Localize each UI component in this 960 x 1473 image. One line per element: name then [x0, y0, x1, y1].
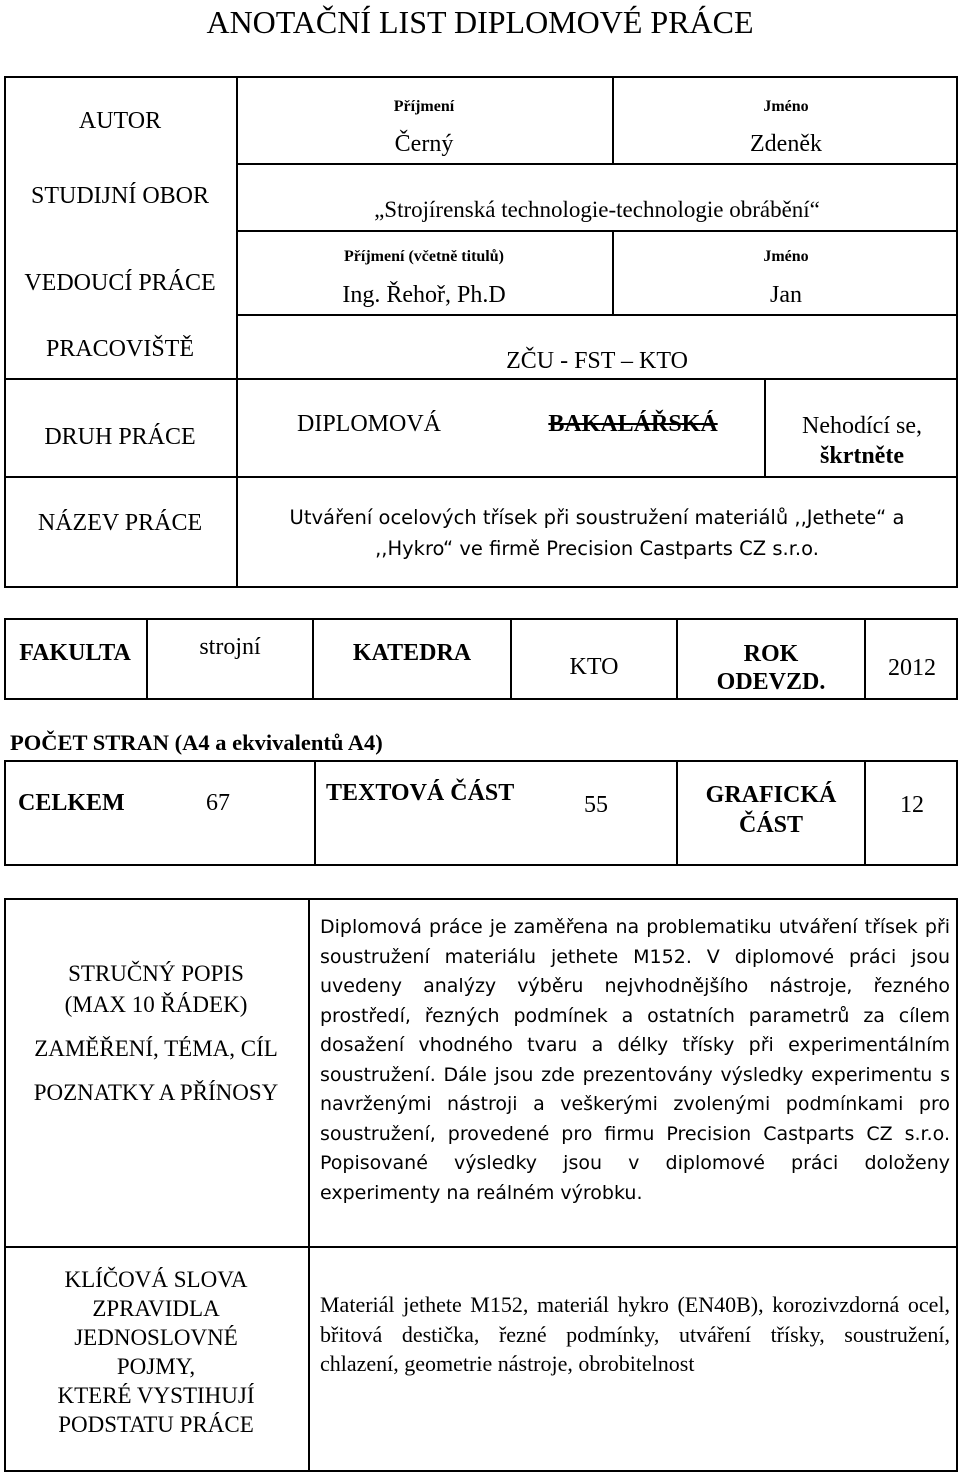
popis-label — [4, 958, 308, 1108]
graficka-label — [678, 780, 864, 840]
rok-label — [678, 640, 864, 696]
nazev-line1: Utváření ocelových třísek při soustružení materiálů ,,Jethete“ a — [289, 506, 905, 529]
prijmeni-heading: Příjmení — [393, 98, 455, 115]
vedouci-prijmeni-heading: Příjmení (včetně titulů) — [344, 248, 504, 265]
druh-label: DRUH PRÁCE — [44, 424, 196, 450]
rok-value: 2012 — [888, 655, 936, 681]
popis-label-line1: STRUČNÝ POPIS — [68, 961, 244, 986]
druh-diplomova: DIPLOMOVÁ — [297, 411, 441, 437]
klic-label-line6: PODSTATU PRÁCE — [58, 1412, 254, 1437]
druh-note-line2: škrtněte — [820, 443, 904, 469]
autor-label: AUTOR — [78, 108, 162, 134]
popis-label-line2: (MAX 10 ŘÁDEK) — [64, 992, 248, 1017]
graficka-label-line1: GRAFICKÁ — [705, 782, 837, 808]
celkem-label: CELKEM — [18, 790, 125, 816]
druh-bakalarska: BAKALÁŘSKÁ — [548, 411, 718, 437]
klic-label-line4: POJMY, — [116, 1354, 196, 1379]
celkem-value: 67 — [206, 790, 230, 816]
klicova-slova-label — [4, 1265, 308, 1439]
klic-label-line1: KLÍČOVÁ SLOVA — [64, 1267, 248, 1292]
klic-label-line5: KTERÉ VYSTIHUJÍ — [57, 1383, 255, 1408]
nazev-line2: ,,Hykro“ ve firmě Precision Castparts CZ s.r.o. — [375, 537, 819, 560]
vedouci-prijmeni-value: Ing. Řehoř, Ph.D — [342, 282, 506, 308]
popis-label-line3: ZAMĚŘENÍ, TÉMA, CÍL — [34, 1036, 278, 1061]
page-title: ANOTAČNÍ LIST DIPLOMOVÉ PRÁCE — [206, 4, 754, 40]
fakulta-label: FAKULTA — [19, 640, 131, 666]
textova-value: 55 — [584, 792, 608, 818]
rok-label-line1: ROK — [743, 641, 799, 667]
prijmeni-value: Černý — [394, 131, 454, 157]
nazev-value — [236, 502, 958, 564]
katedra-label: KATEDRA — [352, 640, 472, 666]
jmeno-heading: Jméno — [763, 98, 809, 115]
vedouci-label: VEDOUCÍ PRÁCE — [24, 270, 216, 296]
vedouci-jmeno-heading: Jméno — [763, 248, 809, 265]
druh-note-line1: Nehodící se, — [802, 413, 922, 439]
graficka-label-line2: ČÁST — [738, 812, 804, 838]
klic-label-line2: ZPRAVIDLA — [92, 1296, 220, 1321]
popis-label-line4: POZNATKY A PŘÍNOSY — [33, 1080, 279, 1105]
fakulta-value: strojní — [199, 634, 261, 660]
pocet-stran-label: POČET STRAN (A4 a ekvivalentů A4) — [10, 730, 383, 755]
druh-note — [766, 411, 958, 471]
graficka-value: 12 — [900, 792, 924, 818]
pracoviste-value: ZČU - FST – KTO — [506, 348, 688, 374]
obor-value: „Strojírenská technologie-technologie obrábění“ — [374, 197, 820, 222]
nazev-label: NÁZEV PRÁCE — [37, 510, 203, 536]
rok-label-line2: ODEVZD. — [716, 669, 826, 695]
obor-label: STUDIJNÍ OBOR — [30, 183, 209, 209]
vedouci-jmeno-value: Jan — [770, 282, 802, 308]
textova-label: TEXTOVÁ ČÁST — [326, 780, 515, 806]
katedra-value: KTO — [569, 654, 619, 680]
klic-label-line3: JEDNOSLOVNÉ — [74, 1325, 238, 1350]
klicova-slova-text: Materiál jethete M152, materiál hykro (EN40B), korozivzdorná ocel, břitová destička, řezné podmínky, utváření třísky, soustružení, chlazení, geometrie nástroje, obrobitelnost — [320, 1292, 950, 1376]
pracoviste-label: PRACOVIŠTĚ — [45, 336, 195, 362]
jmeno-value: Zdeněk — [750, 131, 822, 157]
popis-text: Diplomová práce je zaměřena na problematiku utváření třísek při soustružení materiálu jethete M152. V diplomové práci jsou uvedeny analýzy výběru nejvhodnějšího nástroje, řezného prostředí, řezných podmínek a ostatních parametrů za cílem dosažení vhodného tvaru a délky třísky při experimentálním soustružení. Dále jsou zde prezentovány výsledky experimentu s navrženými nástroji a veškerými zvolenými podmínkami pro soustružení, provedené pro firmu Precision Castparts CZ s.r.o. Popisované výsledky jsou v diplomové práci doloženy experimenty na reálném výrobku. — [320, 916, 950, 1204]
